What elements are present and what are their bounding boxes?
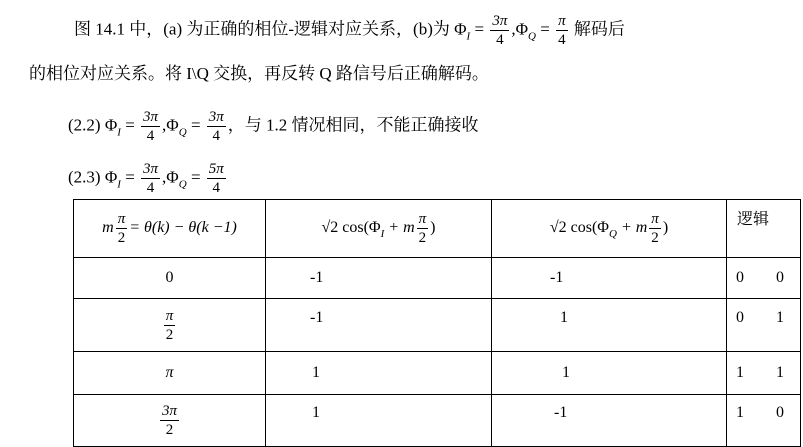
fraction-denominator: 4: [212, 180, 221, 196]
intro-text: 图 14.1 中，(a) 为正确的相位-逻辑对应关系，(b)为: [74, 19, 450, 39]
fraction-denominator: 4: [496, 32, 504, 48]
q-value: 1: [562, 364, 570, 381]
subscript-i: I: [117, 126, 121, 139]
fraction-pi-2: [649, 210, 661, 247]
phi-i-symbol: Φ: [104, 115, 118, 135]
fraction-numerator: π: [165, 307, 174, 324]
paragraph-line-2: [29, 63, 489, 85]
phase-cell: [74, 299, 266, 352]
i-value: -1: [310, 309, 324, 326]
phase-cell: [74, 352, 266, 395]
header-logic: [727, 200, 801, 258]
header-i-mid: + m: [384, 219, 415, 237]
case-2-3-line: [68, 160, 228, 197]
fraction-5pi-4: [207, 160, 226, 197]
fraction-pi-2: [116, 210, 128, 247]
phase-cell: [74, 395, 266, 447]
logic-cell: [727, 299, 801, 352]
phi-i-symbol: Φ: [104, 167, 118, 187]
fraction-numerator: 3π: [208, 109, 224, 125]
i-value-cell: [266, 299, 492, 352]
fraction-pi-2: [164, 307, 176, 344]
header-q-mid: + m: [616, 219, 648, 237]
header-phase-difference: [74, 200, 266, 258]
header-q-prefix: √2 cos(Φ: [549, 219, 609, 237]
phi-q-symbol: Φ: [166, 115, 179, 135]
logic-cell: [727, 395, 801, 447]
subscript-i: I: [380, 228, 385, 241]
fraction-numerator: π: [117, 211, 126, 227]
fraction-denominator: 4: [558, 32, 566, 48]
header-q-branch: [492, 200, 727, 258]
logic-bit-2: 0: [776, 404, 784, 421]
logic-cell: [727, 258, 801, 299]
case-remark: ，与 1.2 情况相同，不能正确接收: [227, 115, 479, 135]
fraction-3pi-4: [490, 12, 509, 49]
fraction-numerator: 3π: [492, 13, 508, 29]
subscript-q: Q: [178, 178, 187, 191]
case-label: (2.2): [68, 115, 101, 135]
fraction-numerator: 3π: [143, 161, 159, 177]
table-header-row: [74, 200, 801, 258]
equals-sign: =: [125, 115, 135, 135]
comma: ,: [511, 19, 516, 39]
fraction-denominator: 2: [165, 326, 174, 343]
logic-bit-1: 0: [736, 309, 744, 326]
fraction-numerator: 3π: [161, 403, 177, 419]
fraction-denominator: 2: [165, 422, 174, 438]
header-m: m: [102, 219, 114, 237]
equals-sign: =: [540, 19, 550, 39]
fraction-numerator: π: [418, 211, 427, 227]
phase-value: 0: [165, 269, 174, 286]
header-i-prefix: √2 cos(Φ: [321, 219, 381, 237]
fraction-denominator: 2: [418, 230, 427, 246]
table-row: [74, 258, 801, 299]
fraction-denominator: 4: [212, 128, 221, 144]
equals-sign: =: [125, 167, 135, 187]
fraction-pi-4: [556, 12, 568, 49]
logic-bit-2: 0: [776, 269, 784, 286]
logic-bit-2: 1: [776, 309, 784, 326]
i-value: -1: [310, 269, 324, 286]
comma: ,: [162, 167, 167, 187]
phi-i-symbol: Φ: [454, 19, 467, 39]
q-value-cell: [492, 299, 727, 352]
logic-bit-1: 1: [736, 404, 744, 421]
fraction-numerator: π: [558, 13, 566, 29]
header-theta-expr: = θ(k) − θ(k −1): [129, 219, 237, 237]
logic-bit-2: 1: [776, 364, 784, 381]
fraction-denominator: 4: [146, 180, 155, 196]
q-value-cell: [492, 395, 727, 447]
fraction-3pi-4: [207, 108, 226, 145]
table-row: [74, 299, 801, 352]
paragraph-text: 的相位对应关系。将 I\Q 交换，再反转 Q 路信号后正确解码。: [29, 64, 489, 83]
logic-bit-1: 0: [736, 269, 744, 286]
subscript-q: Q: [178, 126, 187, 139]
fraction-denominator: 4: [146, 128, 155, 144]
suffix-text: 解码后: [573, 19, 625, 39]
header-i-close: ): [430, 219, 436, 237]
i-value-cell: [266, 352, 492, 395]
phase-value: π: [165, 364, 174, 381]
fraction-numerator: 5π: [208, 161, 224, 177]
equals-sign: =: [190, 167, 201, 187]
i-value-cell: [266, 395, 492, 447]
table-row: [74, 352, 801, 395]
case-2-2-line: [68, 108, 479, 145]
logic-cell: [727, 352, 801, 395]
fraction-denominator: 2: [651, 230, 659, 246]
phi-q-symbol: Φ: [515, 19, 529, 39]
equals-sign: =: [190, 115, 201, 135]
fraction-pi-2: [417, 210, 429, 247]
phase-logic-table: [73, 199, 801, 447]
table-row: [74, 395, 801, 447]
logic-bit-1: 1: [736, 364, 744, 381]
phase-cell: [74, 258, 266, 299]
q-value: -1: [554, 404, 568, 421]
subscript-i: I: [466, 30, 471, 43]
case-label: (2.3): [68, 167, 101, 187]
q-value: -1: [550, 269, 564, 286]
fraction-numerator: 3π: [143, 109, 159, 125]
i-value: 1: [312, 404, 320, 421]
comma: ,: [162, 115, 167, 135]
fraction-denominator: 2: [117, 230, 126, 246]
equals-sign: =: [474, 19, 485, 39]
header-q-close: ): [662, 219, 669, 237]
subscript-q: Q: [608, 228, 617, 241]
q-value-cell: [492, 352, 727, 395]
paragraph-line-1: [74, 12, 625, 49]
header-logic-label: 逻辑: [737, 211, 770, 228]
fraction-3pi-2: [160, 402, 179, 439]
subscript-i: I: [117, 178, 121, 191]
i-value: 1: [312, 364, 320, 381]
header-i-branch: [266, 200, 492, 258]
fraction-numerator: π: [651, 211, 659, 227]
fraction-3pi-4: [141, 160, 160, 197]
phi-q-symbol: Φ: [166, 167, 179, 187]
q-value-cell: [492, 258, 727, 299]
subscript-q: Q: [528, 30, 536, 43]
fraction-3pi-4: [141, 108, 160, 145]
q-value: 1: [560, 309, 568, 326]
i-value-cell: [266, 258, 492, 299]
